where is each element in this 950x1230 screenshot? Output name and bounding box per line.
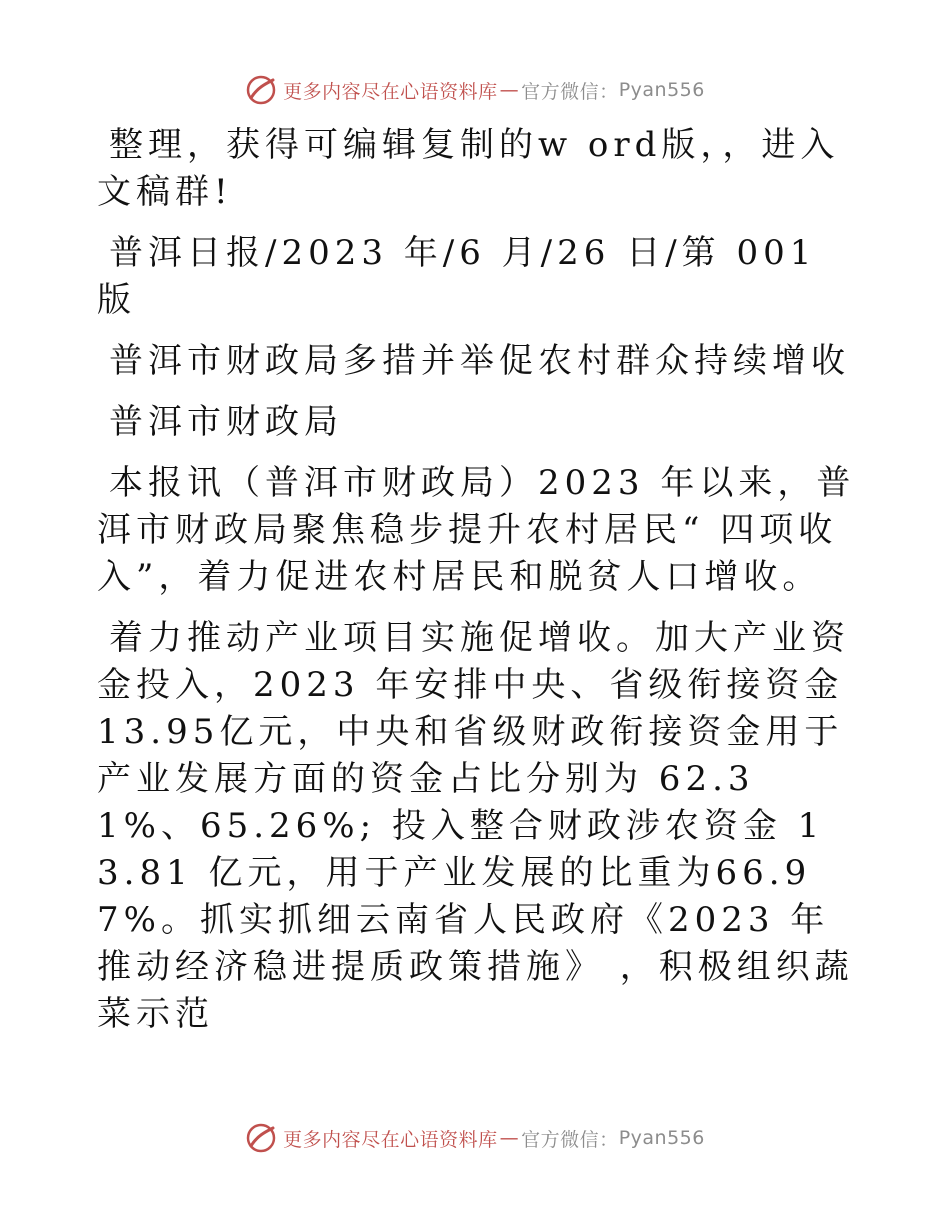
watermark-id: Pyan556	[618, 79, 705, 101]
watermark-label: 官方微信：	[521, 1128, 619, 1151]
logo-icon	[245, 74, 277, 106]
paragraph-body: 着力推动产业项目实施促增收。加大产业资金投入，2023 年安排中央、省级衔接资金 13.95亿元，中央和省级财政衔接资金用于产业发展方面的资金占比分别为 62.31%、65.26%; 投入整合财政涉农资金 13.81 亿元，用于产业发展的比重为66.97%。抓实抓细云南省人民政府《2023 年推动经济稳进提质政策措施》 ，积极组织蔬菜示范	[97, 618, 854, 1034]
paragraph-lead: 本报讯（普洱市财政局）2023 年以来，普洱市财政局聚焦稳步提升农村居民“ 四项收入”，着力促进农村居民和脱贫人口增收。	[97, 463, 856, 597]
watermark-separator: —	[499, 1127, 520, 1149]
watermark-text: 更多内容尽在心语资料库	[283, 1128, 498, 1151]
article-author: 普洱市财政局	[109, 402, 343, 442]
header-watermark	[0, 70, 950, 110]
article-title: 普洱市财政局多措并举促农村群众持续增收	[109, 341, 850, 381]
watermark-label: 官方微信：	[521, 80, 619, 103]
logo-icon	[245, 1122, 277, 1154]
footer-watermark	[0, 1118, 950, 1158]
watermark-separator: —	[499, 79, 520, 101]
watermark-text: 更多内容尽在心语资料库	[283, 80, 498, 103]
document-body	[97, 122, 857, 1052]
paragraph-source: 普洱日报/2023 年/6 月/26 日/第 001 版	[97, 233, 817, 320]
paragraph-intro: 整理，获得可编辑复制的w ord版，，进入文稿群!	[97, 125, 840, 212]
watermark-id: Pyan556	[618, 1127, 705, 1149]
